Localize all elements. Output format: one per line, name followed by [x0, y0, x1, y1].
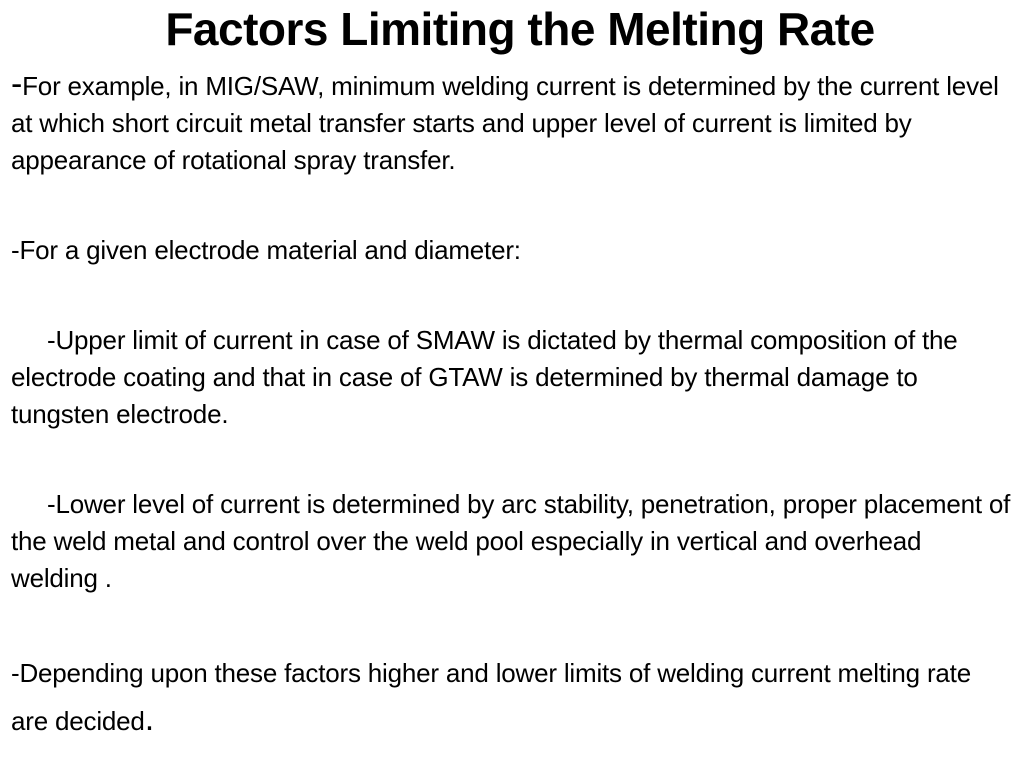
bullet-dash: -: [11, 65, 23, 103]
paragraph-conclusion: [11, 650, 1011, 744]
paragraph-lower-limit: -Lower level of current is determined by arc stability, penetration, proper placement of the weld metal and control over the weld pool especially in vertical and overhead welding .: [11, 489, 1011, 593]
paragraph-electrode-intro: -For a given electrode material and diameter:: [11, 235, 521, 265]
final-period: .: [144, 700, 154, 738]
paragraph-mig-saw-example: [11, 66, 1011, 179]
paragraph-text: -Depending upon these factors higher and lower limits of welding current melting rate are decided: [11, 658, 971, 736]
paragraph-text: For example, in MIG/SAW, minimum welding current is determined by the current level at which short circuit metal transfer starts and upper level of current is limited by appearance of rotational spray transfer.: [11, 71, 999, 175]
slide-title: Factors Limiting the Melting Rate: [165, 3, 875, 55]
paragraph-upper-limit: -Upper limit of current in case of SMAW is dictated by thermal composition of the electrode coating and that in case of GTAW is determined by thermal damage to tungsten electrode.: [11, 325, 958, 429]
